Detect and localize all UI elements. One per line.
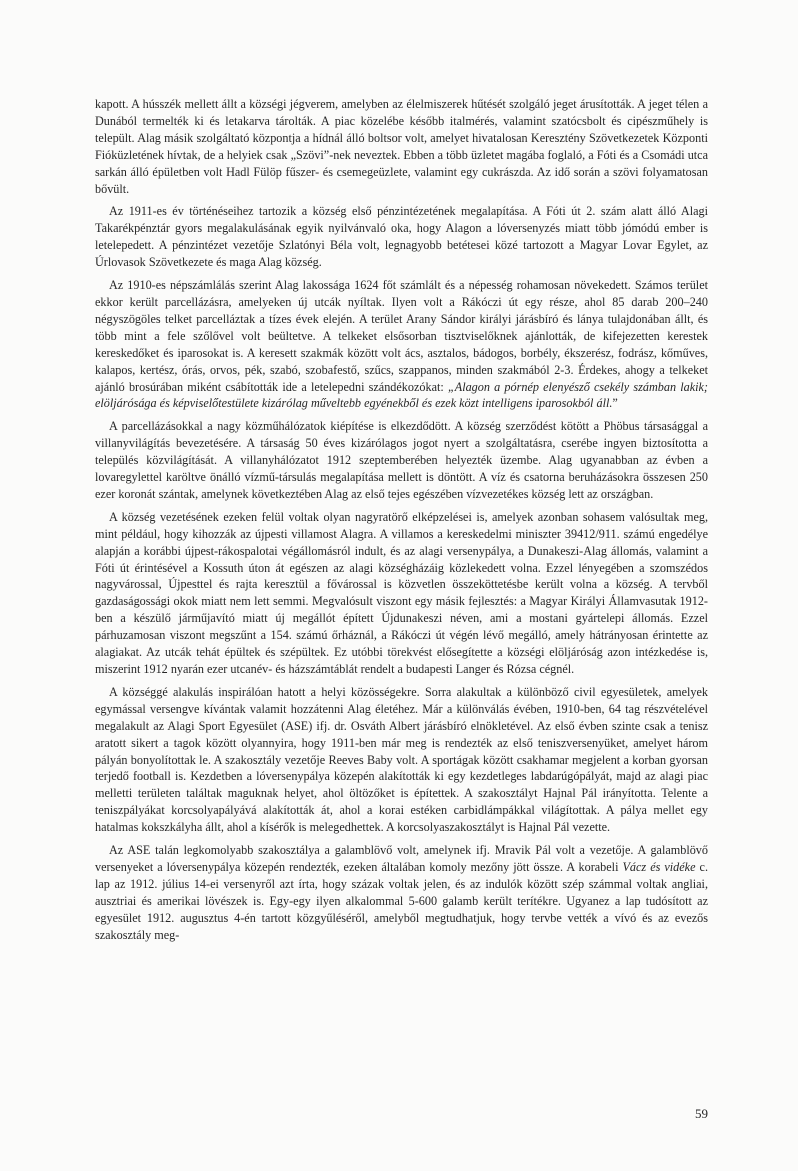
text-run: c. lap az 1912. július 14-ei versenyről azt írta, hogy százak voltak jelen, és az indulók között szép számmal voltak angliai, ausztriai és amerikai lövészek is. Egy-egy ilyen alkalommal 5-600 galamb került terítékre. Ugyanez a lap tudósított az egyesület 1912. augusztus 4-én tartott közgyűléséről, amelyből megtudhatjuk, hogy tervbe vették a vívó és az evezős szakosztály meg- xyxy=(95,859,709,942)
text-run: A község vezetésének ezeken felül voltak olyan nagyratörő elképzelései is, amelyek azonban sohasem valósultak meg, mint például, hogy kihozzák az újpesti villamost Alagra. A villamos a kereskedelmi miniszter 39412/911. számú engedélye alapján a korábbi újpest-rákospalotai végállomásról indult, és az alagi versenypálya, a Dunakeszi-Alag állomás, valamint a Fóti út érintésével a Kossuth úton át egészen az alagi községházáig közlekedett volna. Ezzel lényegében a szomszédos nagyvárossal, Újpesttel és rajta keresztül a fővárossal is közvetlen összeköttetésbe került volna a község. A tervből gazdaságossági okok miatt nem lett semmi. Megvalósult viszont egy másik fejlesztés: a Magyar Királyi Államvasutak 1912-ben a készülő járműjavító miatt új megállót épített Újdunakeszi néven, ami a mostani gyártelepi állomás. Ezzel párhuzamosan viszont megszűnt a 154. számú őrháznál, a Rákóczi út végén lévő megálló, amely hátrányosan érintette az alagiakat. Az utcák tehát épültek és szépültek. Ez utóbbi törekvést elősegítette a községi elöljáróság azon intézkedése is, miszerint 1912 nyarán ezer utcanév- és házszámtáblát rendelt a budapesti Langer és Rózsa cégnél. xyxy=(95,509,708,676)
text-run: A községgé alakulás inspirálóan hatott a helyi közösségekre. Sorra alakultak a különböző civil egyesületek, amelyek egymással versengve kívántak valamit hozzátenni Alag életéhez. Már a különválás évében, 1910-ben, 64 tag részvételével megalakult az Alagi Sport Egyesület (ASE) ifj. dr. Osváth Albert járásbíró elnökletével. Az első évben szinte csak a tenisz aratott sikert a tagok között olyannyira, hogy 1911-ben már meg is rendezték az első teniszversenyüket, amelyet három pályán bonyolítottak le. A szakosztály vezetője Reeves Baby volt. A sportágak között csakhamar megjelent a korban gyorsan terjedő football is. Kezdetben a lóversenypálya közepén alakították ki egy kezdetleges labdarúgópályát, majd az alagi piac melletti területen találtak maguknak helyet, ahol öltözőket is építettek. A szakosztályt Hajnal Pál irányította. Telente a teniszpályákat korcsolyapályává alakították át, ahol a korai estéken carbidlámpákkal világítottak. A pálya mellet egy hatalmas kokszkályha állt, ahol a kísérők is melegedhettek. A korcsolyaszakosztályt is Hajnal Pál vezette. xyxy=(95,684,708,835)
text-run: kapott. A hússzék mellett állt a községi jégverem, amelyben az élelmiszerek hűtését szolgáló jeget árusították. A jeget télen a Dunából termelték ki és letakarva tárolták. A piac közelébe később italmérés, valamint szatócsbolt és cipészműhely is települt. Alag másik szolgáltató központja a hídnál álló boltsor volt, amelyet hivatalosan Keresztény Szövetkezetek Központi Fióküzletének hívtak, de a helyiek csak „Szövi”-nek neveztek. Ebben a több üzletet magába foglaló, a Fóti és a Csomádi utca sarkán álló épületben volt Hadl Fülöp fűszer- és csemegeüzlete, valamint egy cukrászda. Az idő során a szövi folyamatosan bővült. xyxy=(95,97,708,196)
text-run: A parcellázásokkal a nagy közműhálózatok kiépítése is elkezdődött. A község szerződést kötött a Phöbus társasággal a villanyvilágítás bevezetésére. A társaság 50 éves kizárólagos jogot nyert a szolgáltatásra, cserébe ingyen biztosította a település közvilágítását. A villanyhálózatot 1912 szeptemberében helyezték üzembe. Alag ugyanabban az évben a lovaregylettel karöltve önálló vízmű-társulás megalapítása mellett is döntött. A víz és csatorna beruházásokra összesen 250 ezer koronát szántak, amelynek következtében Alag az első tejes egészében vízvezetékes község lett az országban. xyxy=(95,419,708,501)
text-run: Az 1910-es népszámlálás szerint Alag lakossága 1624 főt számlált és a népesség rohamosan növekedett. Számos terület ekkor került parcellázásra, amelyeken új utcák nyíltak. Ilyen volt a Rákóczi út egy része, ahol 85 darab 200–240 négyszögöles telket parcelláztak a tízes évek elején. A terület Arany Sándor királyi járásbíró és lánya tulajdonában állt, és több mint a fele szőlővel volt beültetve. A telkeket elsősorban tisztviselőknek ajánlották, de kifejezetten kerestek kereskedőket és iparosokat is. A keresett szakmák között volt ács, asztalos, bádogos, borbély, ékszerész, fodrász, kőműves, kalapos, kertész, órás, orvos, pék, szabó, szobafestő, szűcs, szappanos, minden szakmából 2-3. Érdekes, ahogy a telkeket ajánló brosúrában miként csábították ide a letelepedni szándékozókat: xyxy=(95,278,708,394)
page-number: 59 xyxy=(695,1106,708,1121)
text-run: ” xyxy=(612,396,618,411)
paragraph-7 xyxy=(95,842,708,943)
paragraph-4 xyxy=(95,418,708,503)
paragraph-2 xyxy=(95,203,708,271)
text-run: Az 1911-es év történéseihez tartozik a község első pénzintézetének megalapítása. A Fóti út 2. szám alatt álló Alagi Takarékpénztár gyors megalakulásának egyik nyilvánvaló oka, hogy Alagon a lóversenyzés miatt több jómódú ember is letelepedett. A pénzintézet vezetője Szlatónyi Béla volt, legnagyobb betétesei közé tartozott a Magyar Lovar Egylet, az Úrlovasok Szövetkezete és maga Alag község. xyxy=(95,204,708,270)
newspaper-title: Vácz és vidéke xyxy=(622,859,696,874)
text-run: Az ASE talán legkomolyabb szakosztálya a galamblövő volt, amelynek ifj. Mravik Pál volt a vezetője. A galamblövő versenyeket a lóversenypálya közepén rendezték, ezeken általában komoly mezőny jött össze. A korabeli xyxy=(95,843,708,874)
paragraph-5 xyxy=(95,509,708,678)
paragraph-1 xyxy=(95,96,708,197)
paragraph-6 xyxy=(95,684,708,836)
body-text xyxy=(95,96,708,950)
paragraph-3 xyxy=(95,277,708,412)
brochure-quote: „Alagon a pórnép elenyésző csekély számban lakik; elöljárósága és képviselőtestülete kizárólag műveltebb egyénekből és ezek közt intelligens iparosokból áll. xyxy=(95,379,708,411)
